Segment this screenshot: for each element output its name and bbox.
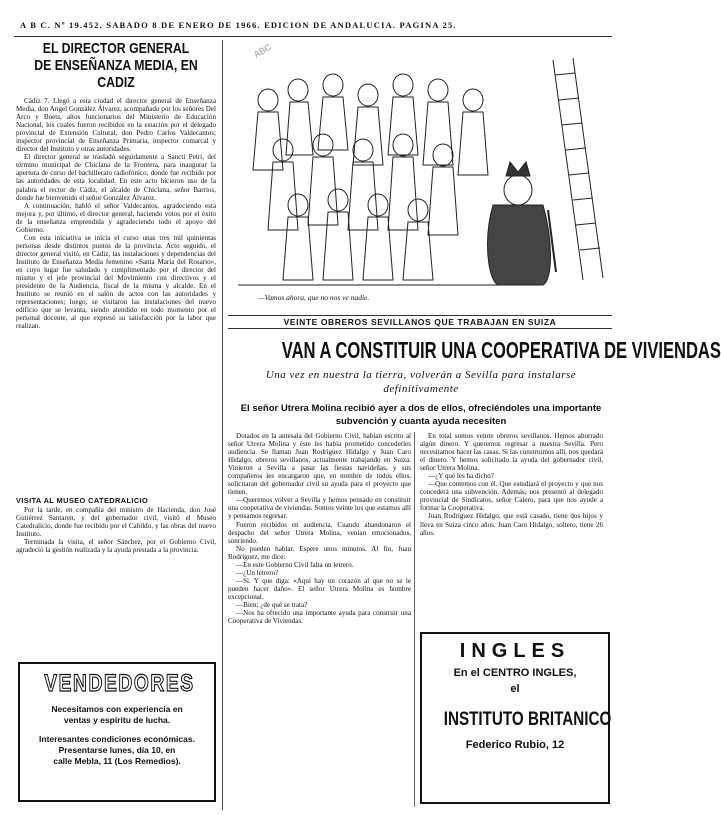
ad-line: calle Mebla, 11 (Los Remedios). [53, 756, 181, 766]
subdeck: El señor Utrera Molina recibió ayer a dos de ellos, ofreciéndoles una importante subvención y cuanta ayuda necesiten [240, 403, 602, 427]
header-rule [14, 36, 612, 37]
paragraph: No pueden hablar. Espere unos minutos. Al fin, Juan Rodríguez, me dice: [228, 544, 411, 561]
paragraph: En total somos veinte obreros sevillanos. Hemos ahorrado algún dinero. Y queremos regresar a nuestra Sevilla. Pero necesitamos hacer las casas. Si las construimos allí, nos quedará el dinero. Y hemos solicitado la ayuda del gobernador civil, señor Utrera Molina. [420, 432, 603, 473]
cartoon-illustration [228, 40, 612, 300]
ad-line: Necesitamos con experiencia en [51, 704, 183, 714]
paragraph: —¿Y qué les ha dicho? [428, 472, 494, 481]
paragraph: —Sí. Y que diga: «Aquí hay un corazón al que no se le pueden hacer daño». El señor Utrera Molina es hombre excepcional. [228, 576, 411, 601]
ad-address: Federico Rubio, 12 [465, 739, 565, 751]
left-subhead: VISITA AL MUSEO CATEDRALICIO [16, 496, 149, 505]
column-rule [222, 40, 223, 810]
paragraph: —Que contemos con él. Que estudiará el proyecto y que nos concederá una subvención. Además, nos presentó al delegado provincial de Sindicatos, señor Calero, para que nos ayude a formar la Cooperativa. [420, 480, 603, 513]
paragraph: A continuación, habló el señor Valdecantos, agradeciendo esta mejora y, por último, el director general, haciendo votos por el éxito de la enseñanza emprendida y agradeciendo todo el apoyo del Gobierno. [16, 201, 216, 234]
paragraph: Cádiz 7. Llegó a esta ciudad el director general de Enseñanza Media, don Angel González Álvarez, acompañado por los señores Del Arco y Boets, altos funcionarios del Ministerio de Educación Nacional, los cuales fueron recibidos en la estación por el delegado provincial de Extensión Cultural, don Pedro Carlos Valdecantos; inspector provincial de Enseñanza Primaria, inspector comarcal y director del Instituto y otras autoridades. [16, 97, 216, 154]
main-story-col-b [420, 432, 603, 625]
paragraph: Dotados en la antesala del Gobierno Civil, habían escrito al señor Utrera Molina y éste les había prometido concederles audiencia. Se llaman Juan Rodríguez Hidalgo y Juan Caro Hidalgo, obreros sevillanos, actualmente trabajando en Suiza. Vinieron a Sevilla a pasar las fiestas navideñas, y sus compañeros les encargaron que, en nombre de todos ellos, solicitaran del gobernador civil su ayuda para el proyecto que tienen. [228, 432, 411, 497]
ad-line: el [510, 683, 520, 695]
watermark: ABC [252, 41, 274, 60]
ad-line: En el CENTRO INGLES, [453, 667, 577, 679]
paragraph: —Bien; ¿de qué se trata? [236, 600, 308, 609]
kicker: VEINTE OBREROS SEVILLANOS QUE TRABAJAN EN SUIZA [283, 317, 557, 327]
paragraph: Con esta iniciativa se inicia el curso unas tres mil quinientas personas desde distintos puntos de la provincia. Acto seguido, el director general visitó, en Cádiz, las instalaciones y dependencias del Instituto de Enseñanza Media femenino «Santa María del Rosario», en cuyo lugar fue saludado y cumplimentado por el director del mismo y el jefe provincial del Movimiento con directivos y el presidente de la Audiencia, fiscal de la misma y alcalde. En el Instituto se reunió en el salón de actos con las autoridades y representaciones; luego, se visitaron las instalaciones del nuevo edificio que se levanta, siendo atendido en todo momento por el personal docente, al que expresó su satisfacción por la labor que realizan. [16, 233, 216, 331]
ad-line: ventas y espíritu de lucha. [63, 715, 171, 725]
deck: Una vez en nuestra la tierra, volverán a Sevilla para instalarse definitivamente [265, 369, 577, 395]
left-headline: EL DIRECTOR GENERAL DE ENSEÑANZA MEDIA, EN CADIZ [34, 40, 198, 91]
ad-title: INGLES [459, 640, 571, 662]
paragraph: Terminada la visita, el señor Sánchez, por el Gobierno Civil, agradeció la gestión realizada y la ayuda prestada a la provincia. [16, 538, 216, 555]
paragraph: El director general se trasladó seguidamente a Sancti Petri, del término municipal de Chiclana de la Frontera, para inaugurar la apertura de curso del bachillerato radiofónico, donde fue recibido por las autoridades de esta localidad. En este acto hicieron uso de la palabra el rector de Cádiz, el alcalde de Chiclana, señor Barrios, donde fue bienvenido el señor González Álvarez. [16, 153, 216, 202]
instituto-britanico-ad [420, 632, 610, 804]
kicker-box [228, 315, 612, 329]
paragraph: —En este Gobierno Civil falta un letrero. [236, 560, 354, 569]
paragraph: —Queremos volver a Sevilla y hemos pensado en constituir una cooperativa de viviendas. Somos veinte los que estamos allí y pensamos regresar. [228, 496, 411, 521]
main-headline: VAN A CONSTITUIR UNA COOPERATIVA DE VIVIENDAS [281, 337, 721, 363]
illustration-caption: —Vamos ahora, que no nos ve nadie. [258, 293, 370, 302]
ad-line: Interesantes condiciones económicas. Presentarse lunes, día 10, en [39, 734, 195, 755]
ad-name: INSTITUTO BRITANICO [443, 709, 612, 730]
paragraph: Por la tarde, en compañía del ministro de Hacienda, don José Gutiérrez Santaren, y del gobernador civil, visitó el Museo Catedralicio, donde fue recibido por el Cabildo, y las obras del nuevo Instituto. [16, 506, 216, 539]
vendedores-title: VENDEDORES [44, 670, 195, 697]
vendedores-ad [18, 662, 216, 802]
column-rule [414, 432, 415, 807]
paragraph: Fueron recibidos en audiencia. Cuando abandonaron el despacho del señor Utrera Molina, venían emocionados, sonriendo. [228, 520, 411, 545]
left-story-body-2 [16, 506, 216, 558]
paragraph: —Nos ha ofrecido una importante ayuda para construir una Cooperativa de Viviendas. [228, 609, 411, 626]
left-story-body [16, 97, 216, 495]
main-story-col-a [228, 432, 411, 807]
paragraph: Juan Rodríguez Hidalgo, que está casado, tiene dos hijos y lleva en Suiza cinco años. Juan Caro Hidalgo, soltero, tiene 26 años. [420, 512, 603, 537]
page-header: A B C. Nº 19.452. SABADO 8 DE ENERO DE 1966. EDICION DE ANDALUCIA. PAGINA 25. [20, 20, 457, 30]
paragraph: —¿Un letrero? [236, 568, 279, 577]
